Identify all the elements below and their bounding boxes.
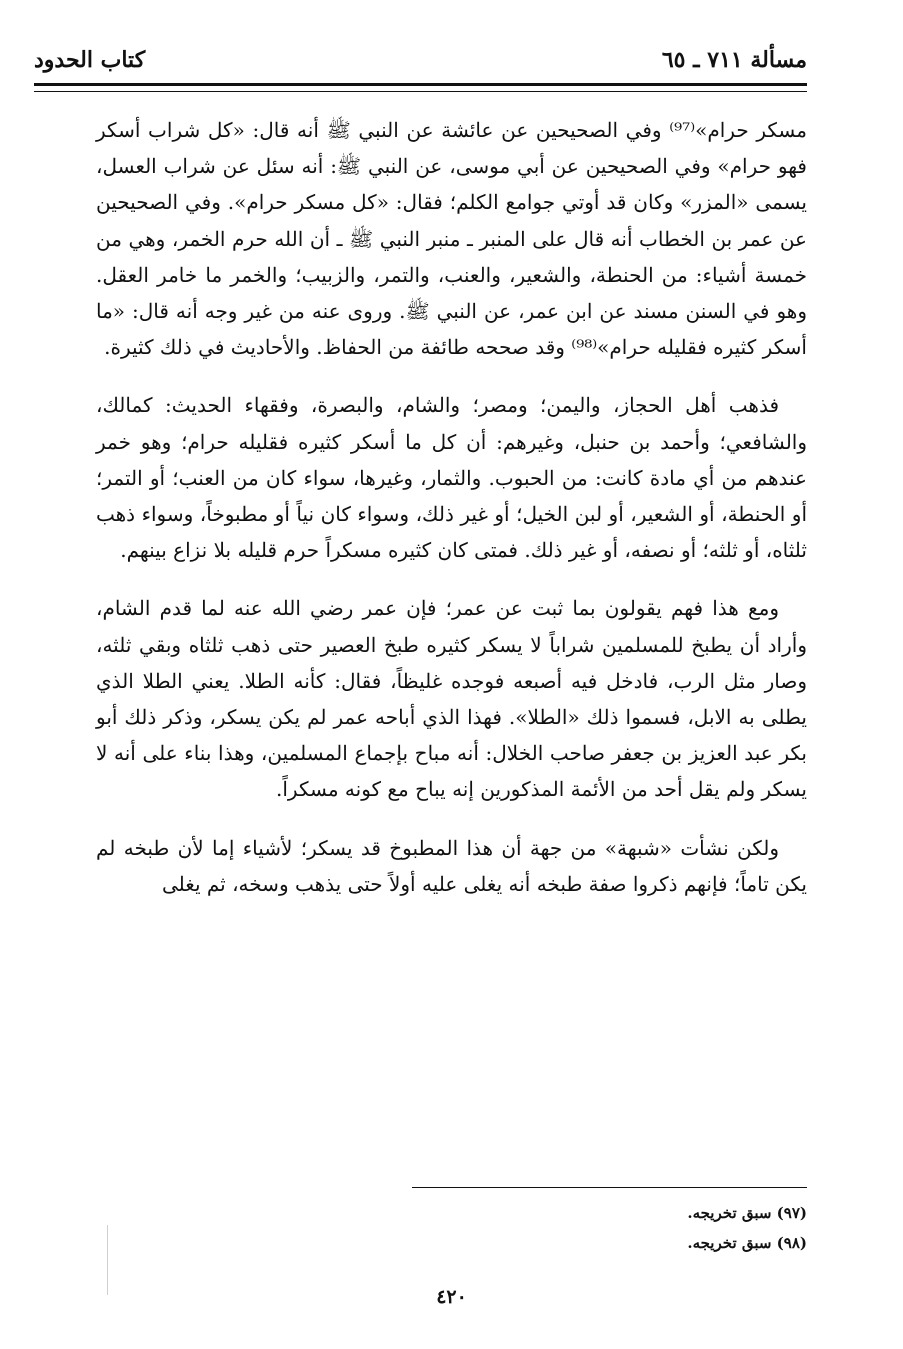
body-text [96, 112, 807, 924]
footnote-98: (٩٨) سبق تخريجه. [687, 1234, 807, 1252]
header-book-title: كتاب الحدود [34, 47, 146, 73]
paragraph-4: ولكن نشأت «شبهة» من جهة أن هذا المطبوخ قد يسكر؛ لأشياء إما لأن طبخه لم يكن تاماً؛ فإنهم ذكروا صفة طبخه أنه يغلى عليه أولاً حتى يذهب وسخه، ثم يغلى [96, 835, 807, 896]
paragraph-3: ومع هذا فهم يقولون بما ثبت عن عمر؛ فإن عمر رضي الله عنه لما قدم الشام، وأراد أن يطبخ للمسلمين شراباً لا يسكر كثيره طبخ العصير حتى ذهب ثلثاه وبقي ثلثه، وصار مثل الرب، فادخل فيه أصبعه فوجده غليظاً، فقال: كأنه الطلا. يعني الطلا الذي يطلى به الابل، فسموا ذلك «الطلا». فهذا الذي أباحه عمر لم يكن يسكر، وذكر ذلك أبو بكر عبد العزيز بن جعفر صاحب الخلال: أنه مباح بإجماع المسلمين، وهذا بناء على أنه لا يسكر ولم يقل أحد من الأئمة المذكورين إنه يباح مع كونه مسكراً. [96, 596, 807, 802]
scan-margin-mark [107, 1225, 108, 1295]
footnote-separator [412, 1187, 807, 1188]
footnotes [96, 1198, 807, 1258]
header-section-number: مسألة ٧١١ ـ ٦٥ [661, 47, 807, 73]
header-rule-thick [34, 83, 807, 86]
paragraph-1: مسكر حرام»⁽⁹⁷⁾ وفي الصحيحين عن عائشة عن النبي ﷺ أنه قال: «كل شراب أسكر فهو حرام» وفي الصحيحين عن أبي موسى، عن النبي ﷺ: أنه سئل عن شراب العسل، يسمى «المزر» وكان قد أوتي جوامع الكلم؛ فقال: «كل مسكر حرام». وفي الصحيحين عن عمر بن الخطاب أنه قال على المنبر ـ منبر النبي ﷺ ـ أن الله حرم الخمر، وهي من خمسة أشياء: من الحنطة، والشعير، والعنب، والتمر، والزبيب؛ والخمر ما خامر العقل. وهو في السنن مسند عن ابن عمر، عن النبي ﷺ. وروى عنه من غير وجه أنه قال: «ما أسكر كثيره فقليله حرام»⁽⁹⁸⁾ وقد صححه طائفة من الحفاظ. والأحاديث في ذلك كثيرة. [96, 118, 807, 360]
page-number: ٤٢٠ [436, 1286, 467, 1308]
header-rule-thin [34, 91, 807, 92]
footnote-97: (٩٧) سبق تخريجه. [687, 1204, 807, 1222]
running-header [34, 44, 807, 80]
paragraph-2: فذهب أهل الحجاز، واليمن؛ ومصر؛ والشام، والبصرة، وفقهاء الحديث: كمالك، والشافعي؛ وأحمد بن حنبل، وغيرهم: أن كل ما أسكر كثيره فقليله حرام؛ وهو خمر عندهم من أي مادة كانت: من الحبوب. والثمار، وغيرها، سواء كان من العنب؛ أو التمر؛ أو الحنطة، أو الشعير، أو لبن الخيل؛ أو غير ذلك، وسواء كان نياً أو مطبوخاً، وسواء ذهب ثلثاه، أو ثلثه؛ أو نصفه، أو غير ذلك. فمتى كان كثيره مسكراً حرم قليله بلا نزاع بينهم. [96, 393, 807, 563]
